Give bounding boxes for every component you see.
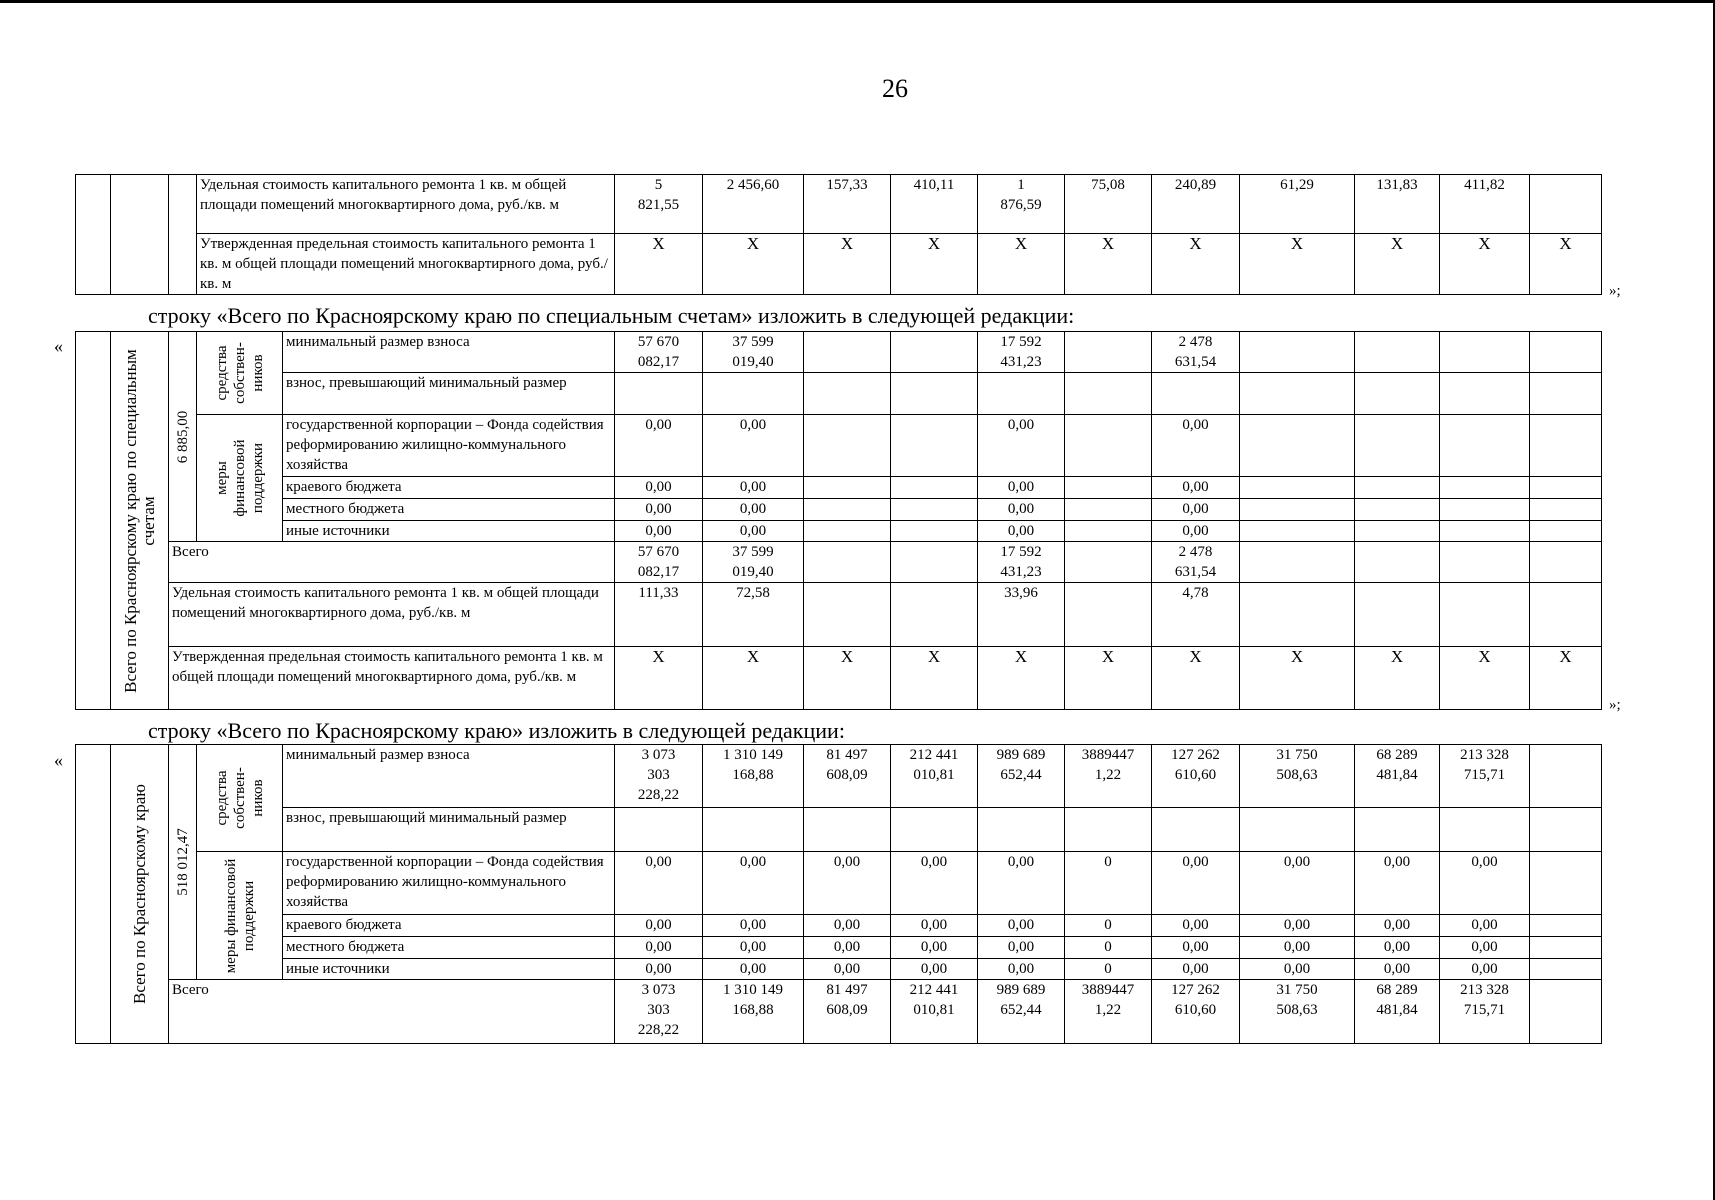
- value-cell: [1440, 415, 1530, 477]
- value-cell: [1065, 542, 1152, 583]
- value-cell: [1530, 852, 1602, 915]
- value-cell: 127 262 610,60: [1152, 980, 1240, 1044]
- value-cell: 37 599 019,40: [703, 332, 804, 373]
- value-cell: [1240, 808, 1355, 852]
- table-row: [76, 980, 1602, 1044]
- value-cell: 0,00: [891, 852, 978, 915]
- value-cell: 0,00: [703, 852, 804, 915]
- value-cell: [1355, 477, 1440, 499]
- row-label: взнос, превышающий минимальный размер: [283, 373, 615, 415]
- area-value-cell: [169, 745, 197, 980]
- value-cell: [804, 332, 891, 373]
- value-cell: [1355, 332, 1440, 373]
- value-cell: [615, 808, 703, 852]
- group-support-label-cell: [197, 852, 283, 980]
- value-cell: 57 670 082,17: [615, 542, 703, 583]
- value-cell: [891, 583, 978, 647]
- value-cell: 131,83: [1355, 175, 1440, 234]
- table-row: [76, 745, 1602, 808]
- value-cell: [1530, 915, 1602, 937]
- value-cell: 68 289 481,84: [1355, 980, 1440, 1044]
- value-cell: 2 456,60: [703, 175, 804, 234]
- value-cell: [804, 808, 891, 852]
- table-body: [76, 745, 1602, 1044]
- value-cell: 212 441 010,81: [891, 745, 978, 808]
- value-cell: 0,00: [804, 852, 891, 915]
- value-cell: 0,00: [703, 937, 804, 959]
- value-cell: 0,00: [703, 521, 804, 542]
- value-cell: 81 497 608,09: [804, 980, 891, 1044]
- value-cell: 17 592 431,23: [978, 542, 1065, 583]
- value-cell: 0,00: [703, 499, 804, 521]
- row-label: государственной корпорации – Фонда содействия реформированию жилищно-коммунального хозяйства: [283, 852, 615, 915]
- value-cell: [1530, 583, 1602, 647]
- value-cell: [1530, 745, 1602, 808]
- value-cell: X: [1530, 647, 1602, 710]
- value-cell: 0,00: [978, 915, 1065, 937]
- value-cell: 0,00: [703, 477, 804, 499]
- value-cell: 0,00: [1152, 499, 1240, 521]
- value-cell: [1440, 477, 1530, 499]
- value-cell: 3 073 303 228,22: [615, 980, 703, 1044]
- value-cell: X: [1240, 647, 1355, 710]
- value-cell: 0,00: [1440, 959, 1530, 980]
- value-cell: [1530, 980, 1602, 1044]
- value-cell: [804, 542, 891, 583]
- value-cell: 0,00: [615, 852, 703, 915]
- group-owners-label: средства собствен- ников: [213, 342, 266, 404]
- group-owners-label: средства собствен- ников: [213, 767, 266, 829]
- value-cell: 0,00: [1240, 937, 1355, 959]
- value-cell: 410,11: [891, 175, 978, 234]
- value-cell: 0,00: [978, 959, 1065, 980]
- value-cell: 61,29: [1240, 175, 1355, 234]
- value-cell: 0,00: [978, 415, 1065, 477]
- value-cell: [1065, 808, 1152, 852]
- row-label: Удельная стоимость капитального ремонта 1 кв. м общей площади помещений многоквартирного дома, руб./кв. м: [169, 583, 615, 647]
- row-label: Утвержденная предельная стоимость капитального ремонта 1 кв. м общей площади помещений многоквартирного дома, руб./кв. м: [197, 234, 615, 295]
- value-cell: [978, 808, 1065, 852]
- value-cell: 0,00: [1240, 852, 1355, 915]
- value-cell: X: [1355, 234, 1440, 295]
- value-cell: [1065, 583, 1152, 647]
- value-cell: [1530, 175, 1602, 234]
- value-cell: 1 876,59: [978, 175, 1065, 234]
- value-cell: [891, 373, 978, 415]
- value-cell: 0,00: [615, 915, 703, 937]
- value-cell: 31 750 508,63: [1240, 980, 1355, 1044]
- empty-cell-col-a: [76, 332, 111, 710]
- table-row: [76, 937, 1602, 959]
- value-cell: 0,00: [615, 937, 703, 959]
- value-cell: 0: [1065, 852, 1152, 915]
- value-cell: [703, 808, 804, 852]
- table-total-region: [75, 744, 1602, 1044]
- value-cell: 3 073 303 228,22: [615, 745, 703, 808]
- value-cell: 0,00: [615, 477, 703, 499]
- empty-cell-col-b: [111, 175, 169, 295]
- value-cell: X: [804, 234, 891, 295]
- row-label: Всего: [169, 542, 615, 583]
- opening-quote-3: «: [54, 750, 63, 770]
- value-cell: [1152, 808, 1240, 852]
- value-cell: X: [891, 647, 978, 710]
- value-cell: [1065, 332, 1152, 373]
- value-cell: [1065, 373, 1152, 415]
- value-cell: 33,96: [978, 583, 1065, 647]
- opening-quote-2: «: [54, 336, 63, 356]
- value-cell: 0,00: [1355, 915, 1440, 937]
- value-cell: X: [1440, 234, 1530, 295]
- row-label: местного бюджета: [283, 499, 615, 521]
- value-cell: 0,00: [1152, 937, 1240, 959]
- value-cell: [1065, 499, 1152, 521]
- table-row: [76, 373, 1602, 415]
- value-cell: [1440, 521, 1530, 542]
- value-cell: X: [978, 647, 1065, 710]
- row-label: местного бюджета: [283, 937, 615, 959]
- value-cell: [1440, 332, 1530, 373]
- table-row: [76, 415, 1602, 477]
- value-cell: 0,00: [615, 959, 703, 980]
- value-cell: 0,00: [978, 477, 1065, 499]
- value-cell: [1530, 521, 1602, 542]
- value-cell: 0,00: [978, 521, 1065, 542]
- value-cell: [1065, 415, 1152, 477]
- value-cell: [1240, 332, 1355, 373]
- value-cell: X: [1355, 647, 1440, 710]
- row-label: краевого бюджета: [283, 915, 615, 937]
- value-cell: 0,00: [1152, 521, 1240, 542]
- value-cell: [891, 542, 978, 583]
- value-cell: 411,82: [1440, 175, 1530, 234]
- value-cell: [1440, 499, 1530, 521]
- value-cell: 0,00: [1355, 852, 1440, 915]
- value-cell: [891, 415, 978, 477]
- group-owners-label-cell: [197, 745, 283, 852]
- value-cell: [703, 373, 804, 415]
- value-cell: 0: [1065, 959, 1152, 980]
- value-cell: 0,00: [891, 959, 978, 980]
- value-cell: 0,00: [978, 937, 1065, 959]
- table-row: [76, 959, 1602, 980]
- value-cell: [1240, 415, 1355, 477]
- value-cell: 5 821,55: [615, 175, 703, 234]
- value-cell: 31 750 508,63: [1240, 745, 1355, 808]
- value-cell: [1152, 373, 1240, 415]
- heading-special-accounts: строку «Всего по Красноярскому краю по специальным счетам» изложить в следующей редакции:: [148, 303, 1075, 328]
- value-cell: [1240, 477, 1355, 499]
- value-cell: X: [1530, 234, 1602, 295]
- value-cell: 127 262 610,60: [1152, 745, 1240, 808]
- value-cell: 1 310 149 168,88: [703, 980, 804, 1044]
- value-cell: 68 289 481,84: [1355, 745, 1440, 808]
- value-cell: [804, 373, 891, 415]
- table-continuation: [75, 174, 1602, 295]
- table-body: [76, 175, 1602, 295]
- area-value-cell: [169, 332, 197, 542]
- value-cell: [1240, 542, 1355, 583]
- row-label: взнос, превышающий минимальный размер: [283, 808, 615, 852]
- value-cell: 989 689 652,44: [978, 745, 1065, 808]
- value-cell: [1355, 373, 1440, 415]
- table-row: [76, 332, 1602, 373]
- row-label: государственной корпорации – Фонда содействия реформированию жилищно-коммунального хозяйства: [283, 415, 615, 477]
- value-cell: [891, 499, 978, 521]
- value-cell: 0,00: [615, 499, 703, 521]
- table-row: [76, 477, 1602, 499]
- value-cell: X: [703, 234, 804, 295]
- value-cell: 4,78: [1152, 583, 1240, 647]
- table-row: [76, 521, 1602, 542]
- value-cell: X: [1152, 234, 1240, 295]
- row-label: минимальный размер взноса: [283, 332, 615, 373]
- value-cell: 0,00: [891, 915, 978, 937]
- value-cell: [891, 808, 978, 852]
- value-cell: [1440, 542, 1530, 583]
- value-cell: 213 328 715,71: [1440, 745, 1530, 808]
- value-cell: [978, 373, 1065, 415]
- value-cell: [1355, 808, 1440, 852]
- value-cell: 240,89: [1152, 175, 1240, 234]
- value-cell: [891, 332, 978, 373]
- value-cell: X: [804, 647, 891, 710]
- value-cell: [1530, 808, 1602, 852]
- area-value: 518 012,47: [174, 828, 191, 896]
- value-cell: [1530, 542, 1602, 583]
- value-cell: X: [615, 234, 703, 295]
- value-cell: [1355, 499, 1440, 521]
- region-label-cell: [111, 745, 169, 1044]
- value-cell: [804, 499, 891, 521]
- value-cell: [1355, 542, 1440, 583]
- value-cell: 0,00: [1152, 415, 1240, 477]
- value-cell: [1240, 499, 1355, 521]
- value-cell: 0,00: [1355, 937, 1440, 959]
- value-cell: X: [891, 234, 978, 295]
- table-row: [76, 234, 1602, 295]
- value-cell: 0,00: [978, 499, 1065, 521]
- value-cell: [804, 583, 891, 647]
- table-special-accounts: [75, 331, 1602, 710]
- value-cell: X: [703, 647, 804, 710]
- value-cell: 0,00: [891, 937, 978, 959]
- value-cell: X: [615, 647, 703, 710]
- empty-cell-col-c: [169, 175, 197, 295]
- closing-quote-1: »;: [1609, 283, 1621, 299]
- scan-frame-top: [0, 0, 1715, 3]
- value-cell: 0,00: [804, 937, 891, 959]
- value-cell: 3889447 1,22: [1065, 745, 1152, 808]
- group-owners-label-cell: [197, 332, 283, 415]
- value-cell: 0,00: [1355, 959, 1440, 980]
- value-cell: [1240, 521, 1355, 542]
- table-row: [76, 808, 1602, 852]
- value-cell: 157,33: [804, 175, 891, 234]
- value-cell: [1530, 477, 1602, 499]
- table-row: [76, 583, 1602, 647]
- value-cell: 0,00: [703, 915, 804, 937]
- value-cell: 0,00: [615, 521, 703, 542]
- value-cell: [1530, 937, 1602, 959]
- heading-total-region: строку «Всего по Красноярскому краю» изложить в следующей редакции:: [148, 718, 845, 743]
- value-cell: [1440, 583, 1530, 647]
- value-cell: 0,00: [1152, 477, 1240, 499]
- value-cell: 0,00: [1152, 959, 1240, 980]
- row-label: минимальный размер взноса: [283, 745, 615, 808]
- value-cell: [1530, 959, 1602, 980]
- value-cell: [804, 415, 891, 477]
- value-cell: [1440, 808, 1530, 852]
- value-cell: 0,00: [1152, 915, 1240, 937]
- value-cell: 75,08: [1065, 175, 1152, 234]
- row-label: Утвержденная предельная стоимость капитального ремонта 1 кв. м общей площади помещений многоквартирного дома, руб./кв. м: [169, 647, 615, 710]
- table-row: [76, 915, 1602, 937]
- value-cell: [1530, 499, 1602, 521]
- value-cell: [804, 521, 891, 542]
- value-cell: [1530, 332, 1602, 373]
- value-cell: 81 497 608,09: [804, 745, 891, 808]
- value-cell: X: [978, 234, 1065, 295]
- value-cell: [891, 477, 978, 499]
- value-cell: 17 592 431,23: [978, 332, 1065, 373]
- value-cell: [1065, 521, 1152, 542]
- table-row: [76, 175, 1602, 234]
- value-cell: 0,00: [1440, 915, 1530, 937]
- value-cell: [1530, 415, 1602, 477]
- value-cell: 2 478 631,54: [1152, 542, 1240, 583]
- value-cell: [1355, 583, 1440, 647]
- value-cell: X: [1065, 647, 1152, 710]
- table-row: [76, 852, 1602, 915]
- row-label: краевого бюджета: [283, 477, 615, 499]
- value-cell: 0,00: [1440, 852, 1530, 915]
- value-cell: 0,00: [703, 415, 804, 477]
- value-cell: [615, 373, 703, 415]
- value-cell: [1240, 373, 1355, 415]
- row-label: иные источники: [283, 959, 615, 980]
- value-cell: 0,00: [1240, 959, 1355, 980]
- value-cell: [891, 521, 978, 542]
- value-cell: 0,00: [978, 852, 1065, 915]
- value-cell: [1065, 477, 1152, 499]
- row-label: Удельная стоимость капитального ремонта 1 кв. м общей площади помещений многоквартирного дома, руб./кв. м: [197, 175, 615, 234]
- region-label: Всего по Красноярскому краю: [129, 784, 149, 1004]
- row-label: иные источники: [283, 521, 615, 542]
- group-support-label: меры финансовой поддержки: [222, 858, 257, 973]
- value-cell: 111,33: [615, 583, 703, 647]
- table-row: [76, 499, 1602, 521]
- value-cell: X: [1440, 647, 1530, 710]
- value-cell: 37 599 019,40: [703, 542, 804, 583]
- value-cell: 0,00: [804, 915, 891, 937]
- value-cell: 3889447 1,22: [1065, 980, 1152, 1044]
- value-cell: 0,00: [804, 959, 891, 980]
- value-cell: [1355, 521, 1440, 542]
- value-cell: 0,00: [703, 959, 804, 980]
- value-cell: [1355, 415, 1440, 477]
- value-cell: 0,00: [1440, 937, 1530, 959]
- group-support-label: меры финансовой поддержки: [213, 439, 266, 517]
- value-cell: 212 441 010,81: [891, 980, 978, 1044]
- value-cell: 989 689 652,44: [978, 980, 1065, 1044]
- value-cell: [1440, 373, 1530, 415]
- table-row: [76, 647, 1602, 710]
- empty-cell-col-a: [76, 745, 111, 1044]
- value-cell: 57 670 082,17: [615, 332, 703, 373]
- value-cell: 0: [1065, 915, 1152, 937]
- closing-quote-2: »;: [1609, 697, 1621, 713]
- value-cell: X: [1240, 234, 1355, 295]
- page-number: 26: [882, 74, 908, 103]
- value-cell: X: [1152, 647, 1240, 710]
- area-value: 6 885,00: [174, 410, 191, 463]
- row-label: Всего: [169, 980, 615, 1044]
- value-cell: 1 310 149 168,88: [703, 745, 804, 808]
- table-body: [76, 332, 1602, 710]
- value-cell: 0,00: [1152, 852, 1240, 915]
- empty-cell-col-a: [76, 175, 111, 295]
- group-support-label-cell: [197, 415, 283, 542]
- value-cell: 2 478 631,54: [1152, 332, 1240, 373]
- region-label-cell: [111, 332, 169, 710]
- value-cell: 72,58: [703, 583, 804, 647]
- value-cell: [804, 477, 891, 499]
- region-label: Всего по Красноярскому краю по специальным счетам: [120, 348, 158, 693]
- value-cell: 0,00: [1240, 915, 1355, 937]
- value-cell: [1240, 583, 1355, 647]
- table-row: [76, 542, 1602, 583]
- value-cell: X: [1065, 234, 1152, 295]
- value-cell: 0,00: [615, 415, 703, 477]
- value-cell: [1530, 373, 1602, 415]
- value-cell: 0: [1065, 937, 1152, 959]
- value-cell: 213 328 715,71: [1440, 980, 1530, 1044]
